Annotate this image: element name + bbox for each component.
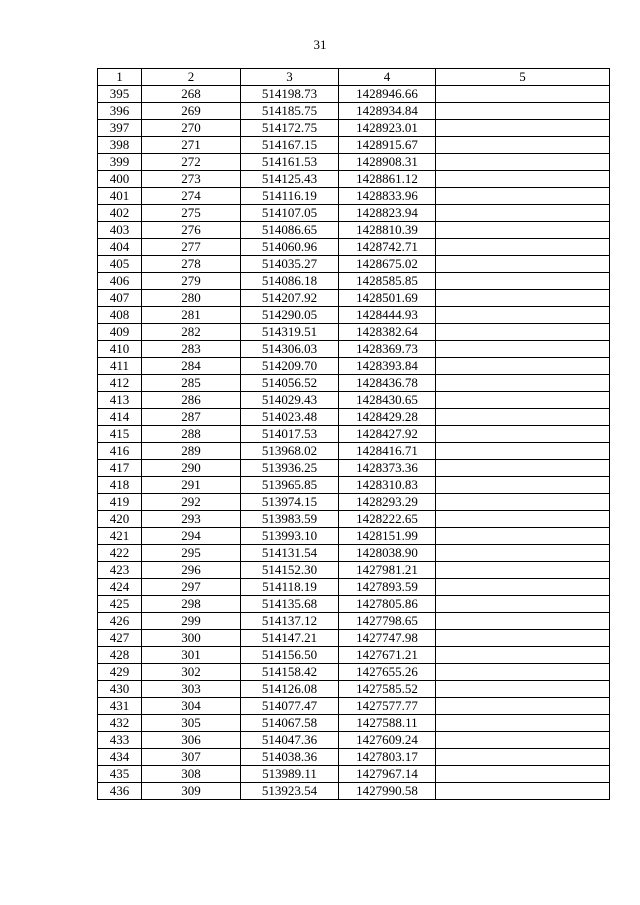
note-cell <box>436 494 610 511</box>
y-coordinate-cell: 1428810.39 <box>339 222 436 239</box>
table-row <box>98 647 610 664</box>
note-cell <box>436 120 610 137</box>
x-coordinate-cell: 513974.15 <box>241 494 339 511</box>
note-cell <box>436 137 610 154</box>
row-number-cell: 436 <box>98 783 142 800</box>
y-coordinate-cell: 1428416.71 <box>339 443 436 460</box>
point-number-cell: 290 <box>142 460 241 477</box>
row-number-cell: 426 <box>98 613 142 630</box>
row-number-cell: 427 <box>98 630 142 647</box>
table-row <box>98 222 610 239</box>
note-cell <box>436 630 610 647</box>
note-cell <box>436 188 610 205</box>
y-coordinate-cell: 1427747.98 <box>339 630 436 647</box>
row-number-cell: 400 <box>98 171 142 188</box>
row-number-cell: 404 <box>98 239 142 256</box>
y-coordinate-cell: 1427805.86 <box>339 596 436 613</box>
note-cell <box>436 613 610 630</box>
point-number-cell: 305 <box>142 715 241 732</box>
note-cell <box>436 698 610 715</box>
x-coordinate-cell: 514161.53 <box>241 154 339 171</box>
note-cell <box>436 392 610 409</box>
note-cell <box>436 460 610 477</box>
y-coordinate-cell: 1428427.92 <box>339 426 436 443</box>
row-number-cell: 412 <box>98 375 142 392</box>
table-body <box>98 86 610 800</box>
page-number: 31 <box>313 37 327 52</box>
x-coordinate-cell: 514137.12 <box>241 613 339 630</box>
y-coordinate-cell: 1428861.12 <box>339 171 436 188</box>
x-coordinate-cell: 514152.30 <box>241 562 339 579</box>
x-coordinate-cell: 514209.70 <box>241 358 339 375</box>
x-coordinate-cell: 514147.21 <box>241 630 339 647</box>
table-row <box>98 562 610 579</box>
note-cell <box>436 647 610 664</box>
note-cell <box>436 511 610 528</box>
table-row <box>98 477 610 494</box>
point-number-cell: 294 <box>142 528 241 545</box>
table-row <box>98 154 610 171</box>
note-cell <box>436 375 610 392</box>
y-coordinate-cell: 1428444.93 <box>339 307 436 324</box>
row-number-cell: 418 <box>98 477 142 494</box>
table-row <box>98 103 610 120</box>
table-row <box>98 766 610 783</box>
point-number-cell: 271 <box>142 137 241 154</box>
row-number-cell: 398 <box>98 137 142 154</box>
x-coordinate-cell: 514156.50 <box>241 647 339 664</box>
point-number-cell: 295 <box>142 545 241 562</box>
table-row <box>98 579 610 596</box>
y-coordinate-cell: 1428833.96 <box>339 188 436 205</box>
point-number-cell: 273 <box>142 171 241 188</box>
point-number-cell: 300 <box>142 630 241 647</box>
note-cell <box>436 205 610 222</box>
y-coordinate-cell: 1427990.58 <box>339 783 436 800</box>
point-number-cell: 284 <box>142 358 241 375</box>
row-number-cell: 399 <box>98 154 142 171</box>
table-row <box>98 358 610 375</box>
table-header <box>98 69 610 86</box>
table-row <box>98 290 610 307</box>
row-number-cell: 429 <box>98 664 142 681</box>
point-number-cell: 289 <box>142 443 241 460</box>
table-row <box>98 596 610 613</box>
x-coordinate-cell: 514198.73 <box>241 86 339 103</box>
note-cell <box>436 426 610 443</box>
table-row <box>98 256 610 273</box>
note-cell <box>436 290 610 307</box>
x-coordinate-cell: 514319.51 <box>241 324 339 341</box>
note-cell <box>436 783 610 800</box>
x-coordinate-cell: 514207.92 <box>241 290 339 307</box>
point-number-cell: 309 <box>142 783 241 800</box>
x-coordinate-cell: 514290.05 <box>241 307 339 324</box>
x-coordinate-cell: 514172.75 <box>241 120 339 137</box>
row-number-cell: 425 <box>98 596 142 613</box>
row-number-cell: 395 <box>98 86 142 103</box>
y-coordinate-cell: 1428373.36 <box>339 460 436 477</box>
x-coordinate-cell: 514067.58 <box>241 715 339 732</box>
x-coordinate-cell: 514158.42 <box>241 664 339 681</box>
note-cell <box>436 154 610 171</box>
header-cell-3: 3 <box>241 69 339 86</box>
point-number-cell: 286 <box>142 392 241 409</box>
note-cell <box>436 477 610 494</box>
note-cell <box>436 732 610 749</box>
row-number-cell: 424 <box>98 579 142 596</box>
table-row <box>98 137 610 154</box>
x-coordinate-cell: 513989.11 <box>241 766 339 783</box>
x-coordinate-cell: 514056.52 <box>241 375 339 392</box>
y-coordinate-cell: 1428436.78 <box>339 375 436 392</box>
row-number-cell: 401 <box>98 188 142 205</box>
table-row <box>98 273 610 290</box>
note-cell <box>436 273 610 290</box>
table-row <box>98 460 610 477</box>
x-coordinate-cell: 514035.27 <box>241 256 339 273</box>
row-number-cell: 416 <box>98 443 142 460</box>
note-cell <box>436 239 610 256</box>
row-number-cell: 432 <box>98 715 142 732</box>
note-cell <box>436 715 610 732</box>
point-number-cell: 307 <box>142 749 241 766</box>
x-coordinate-cell: 514135.68 <box>241 596 339 613</box>
note-cell <box>436 307 610 324</box>
point-number-cell: 281 <box>142 307 241 324</box>
x-coordinate-cell: 513983.59 <box>241 511 339 528</box>
table-row <box>98 392 610 409</box>
table-row <box>98 545 610 562</box>
y-coordinate-cell: 1427609.24 <box>339 732 436 749</box>
row-number-cell: 421 <box>98 528 142 545</box>
header-cell-1: 1 <box>98 69 142 86</box>
note-cell <box>436 86 610 103</box>
table-row <box>98 698 610 715</box>
point-number-cell: 269 <box>142 103 241 120</box>
note-cell <box>436 681 610 698</box>
note-cell <box>436 562 610 579</box>
x-coordinate-cell: 514060.96 <box>241 239 339 256</box>
note-cell <box>436 443 610 460</box>
row-number-cell: 396 <box>98 103 142 120</box>
note-cell <box>436 596 610 613</box>
y-coordinate-cell: 1428823.94 <box>339 205 436 222</box>
y-coordinate-cell: 1428501.69 <box>339 290 436 307</box>
x-coordinate-cell: 514131.54 <box>241 545 339 562</box>
row-number-cell: 408 <box>98 307 142 324</box>
y-coordinate-cell: 1428946.66 <box>339 86 436 103</box>
point-number-cell: 278 <box>142 256 241 273</box>
table-row <box>98 120 610 137</box>
row-number-cell: 422 <box>98 545 142 562</box>
table-row <box>98 630 610 647</box>
table-row <box>98 783 610 800</box>
y-coordinate-cell: 1428675.02 <box>339 256 436 273</box>
row-number-cell: 414 <box>98 409 142 426</box>
y-coordinate-cell: 1428915.67 <box>339 137 436 154</box>
table-row <box>98 375 610 392</box>
point-number-cell: 272 <box>142 154 241 171</box>
y-coordinate-cell: 1428585.85 <box>339 273 436 290</box>
x-coordinate-cell: 514306.03 <box>241 341 339 358</box>
note-cell <box>436 324 610 341</box>
x-coordinate-cell: 514047.36 <box>241 732 339 749</box>
point-number-cell: 291 <box>142 477 241 494</box>
x-coordinate-cell: 514086.65 <box>241 222 339 239</box>
table-row <box>98 324 610 341</box>
row-number-cell: 430 <box>98 681 142 698</box>
x-coordinate-cell: 513923.54 <box>241 783 339 800</box>
y-coordinate-cell: 1428934.84 <box>339 103 436 120</box>
table-row <box>98 749 610 766</box>
point-number-cell: 276 <box>142 222 241 239</box>
table-row <box>98 715 610 732</box>
x-coordinate-cell: 514023.48 <box>241 409 339 426</box>
table-row <box>98 171 610 188</box>
row-number-cell: 410 <box>98 341 142 358</box>
point-number-cell: 304 <box>142 698 241 715</box>
y-coordinate-cell: 1427588.11 <box>339 715 436 732</box>
point-number-cell: 297 <box>142 579 241 596</box>
table-row <box>98 664 610 681</box>
table-row <box>98 307 610 324</box>
y-coordinate-cell: 1428038.90 <box>339 545 436 562</box>
row-number-cell: 431 <box>98 698 142 715</box>
x-coordinate-cell: 513968.02 <box>241 443 339 460</box>
point-number-cell: 277 <box>142 239 241 256</box>
table-row <box>98 341 610 358</box>
y-coordinate-cell: 1428310.83 <box>339 477 436 494</box>
table-row <box>98 494 610 511</box>
row-number-cell: 419 <box>98 494 142 511</box>
row-number-cell: 433 <box>98 732 142 749</box>
x-coordinate-cell: 514126.08 <box>241 681 339 698</box>
y-coordinate-cell: 1427893.59 <box>339 579 436 596</box>
y-coordinate-cell: 1427981.21 <box>339 562 436 579</box>
x-coordinate-cell: 514107.05 <box>241 205 339 222</box>
row-number-cell: 411 <box>98 358 142 375</box>
note-cell <box>436 171 610 188</box>
y-coordinate-cell: 1427577.77 <box>339 698 436 715</box>
point-number-cell: 285 <box>142 375 241 392</box>
table-row <box>98 409 610 426</box>
note-cell <box>436 664 610 681</box>
y-coordinate-cell: 1427798.65 <box>339 613 436 630</box>
table-row <box>98 681 610 698</box>
note-cell <box>436 579 610 596</box>
table-row <box>98 426 610 443</box>
row-number-cell: 397 <box>98 120 142 137</box>
table-row <box>98 528 610 545</box>
header-cell-4: 4 <box>339 69 436 86</box>
table-row <box>98 613 610 630</box>
note-cell <box>436 341 610 358</box>
point-number-cell: 282 <box>142 324 241 341</box>
header-cell-5: 5 <box>436 69 610 86</box>
y-coordinate-cell: 1428429.28 <box>339 409 436 426</box>
y-coordinate-cell: 1427655.26 <box>339 664 436 681</box>
point-number-cell: 280 <box>142 290 241 307</box>
point-number-cell: 303 <box>142 681 241 698</box>
row-number-cell: 402 <box>98 205 142 222</box>
y-coordinate-cell: 1428742.71 <box>339 239 436 256</box>
point-number-cell: 301 <box>142 647 241 664</box>
point-number-cell: 292 <box>142 494 241 511</box>
coordinates-table <box>97 68 610 800</box>
point-number-cell: 287 <box>142 409 241 426</box>
point-number-cell: 288 <box>142 426 241 443</box>
table-row <box>98 732 610 749</box>
row-number-cell: 413 <box>98 392 142 409</box>
point-number-cell: 302 <box>142 664 241 681</box>
note-cell <box>436 103 610 120</box>
point-number-cell: 274 <box>142 188 241 205</box>
point-number-cell: 308 <box>142 766 241 783</box>
y-coordinate-cell: 1428369.73 <box>339 341 436 358</box>
y-coordinate-cell: 1427671.21 <box>339 647 436 664</box>
note-cell <box>436 749 610 766</box>
table-row <box>98 239 610 256</box>
x-coordinate-cell: 514118.19 <box>241 579 339 596</box>
point-number-cell: 298 <box>142 596 241 613</box>
x-coordinate-cell: 514029.43 <box>241 392 339 409</box>
note-cell <box>436 545 610 562</box>
row-number-cell: 417 <box>98 460 142 477</box>
row-number-cell: 407 <box>98 290 142 307</box>
point-number-cell: 275 <box>142 205 241 222</box>
row-number-cell: 405 <box>98 256 142 273</box>
y-coordinate-cell: 1427967.14 <box>339 766 436 783</box>
point-number-cell: 270 <box>142 120 241 137</box>
x-coordinate-cell: 514185.75 <box>241 103 339 120</box>
point-number-cell: 296 <box>142 562 241 579</box>
point-number-cell: 268 <box>142 86 241 103</box>
table-row <box>98 205 610 222</box>
note-cell <box>436 409 610 426</box>
note-cell <box>436 766 610 783</box>
table-row <box>98 188 610 205</box>
x-coordinate-cell: 514017.53 <box>241 426 339 443</box>
y-coordinate-cell: 1427803.17 <box>339 749 436 766</box>
row-number-cell: 423 <box>98 562 142 579</box>
y-coordinate-cell: 1428382.64 <box>339 324 436 341</box>
point-number-cell: 306 <box>142 732 241 749</box>
x-coordinate-cell: 514116.19 <box>241 188 339 205</box>
point-number-cell: 299 <box>142 613 241 630</box>
point-number-cell: 283 <box>142 341 241 358</box>
x-coordinate-cell: 514125.43 <box>241 171 339 188</box>
point-number-cell: 279 <box>142 273 241 290</box>
y-coordinate-cell: 1428293.29 <box>339 494 436 511</box>
note-cell <box>436 528 610 545</box>
note-cell <box>436 256 610 273</box>
x-coordinate-cell: 514038.36 <box>241 749 339 766</box>
x-coordinate-cell: 513993.10 <box>241 528 339 545</box>
y-coordinate-cell: 1428430.65 <box>339 392 436 409</box>
x-coordinate-cell: 513965.85 <box>241 477 339 494</box>
y-coordinate-cell: 1427585.52 <box>339 681 436 698</box>
y-coordinate-cell: 1428222.65 <box>339 511 436 528</box>
x-coordinate-cell: 514167.15 <box>241 137 339 154</box>
row-number-cell: 434 <box>98 749 142 766</box>
y-coordinate-cell: 1428923.01 <box>339 120 436 137</box>
row-number-cell: 403 <box>98 222 142 239</box>
y-coordinate-cell: 1428393.84 <box>339 358 436 375</box>
y-coordinate-cell: 1428151.99 <box>339 528 436 545</box>
x-coordinate-cell: 513936.25 <box>241 460 339 477</box>
point-number-cell: 293 <box>142 511 241 528</box>
note-cell <box>436 222 610 239</box>
x-coordinate-cell: 514086.18 <box>241 273 339 290</box>
table-row <box>98 86 610 103</box>
header-cell-2: 2 <box>142 69 241 86</box>
note-cell <box>436 358 610 375</box>
row-number-cell: 420 <box>98 511 142 528</box>
row-number-cell: 428 <box>98 647 142 664</box>
table-row <box>98 511 610 528</box>
x-coordinate-cell: 514077.47 <box>241 698 339 715</box>
table-row <box>98 443 610 460</box>
row-number-cell: 435 <box>98 766 142 783</box>
row-number-cell: 406 <box>98 273 142 290</box>
row-number-cell: 409 <box>98 324 142 341</box>
y-coordinate-cell: 1428908.31 <box>339 154 436 171</box>
row-number-cell: 415 <box>98 426 142 443</box>
header-row <box>98 69 610 86</box>
